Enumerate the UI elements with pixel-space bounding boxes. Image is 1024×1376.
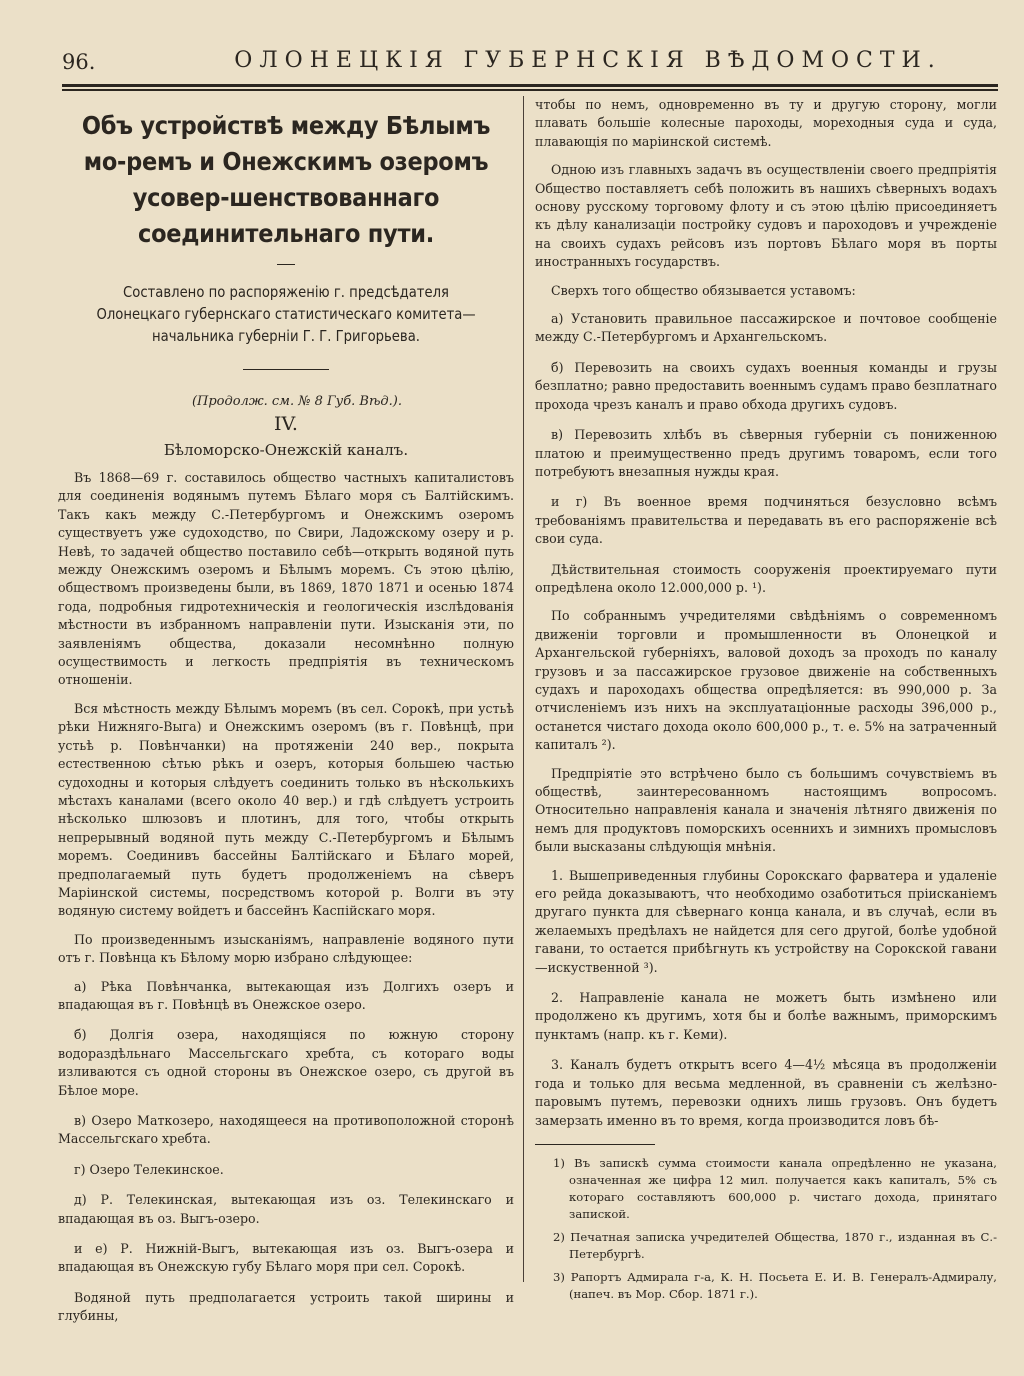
header-rule-top [62, 84, 998, 87]
list-item: 3. Каналъ будетъ открытъ всего 4—4½ мѣсяца въ продолженіи года и только для весьма медленной, въ сравненіи съ желѣзно-паровымъ путемъ, перевозки однихъ лишь грузовъ. Онъ будетъ замерзать именно въ то время, когда производится ловъ бѣ- [535, 1057, 997, 1128]
paragraph: По собраннымъ учредителями свѣдѣніямъ о современномъ движеніи торговли и промышленности въ Олонецкой и Архангельской губерніяхъ, валовой доходъ за проходъ по каналу грузовъ и за пассажирское грузовое движеніе на собственныхъ судахъ и пароходахъ общества опредѣляется: въ 990,000 р. За отчисленіемъ изъ нихъ на эксплуатаціонные расходы 396,000 р., останется чистаго дохода около 600,000 р., т. е. 5% на затраченный капиталъ ²). [535, 608, 997, 753]
continuation-note: (Продолж. см. № 8 Губ. Вѣд.). [191, 394, 402, 409]
left-column [58, 96, 514, 1336]
list-item: д) Р. Телекинская, вытекающая изъ оз. Телекинскаго и впадающая въ оз. Выгъ-озеро. [58, 1192, 514, 1226]
paragraph: По произведеннымъ изысканіямъ, направленіе водяного пути отъ г. Повѣнца къ Бѣлому морю избрано слѣдующее: [58, 931, 514, 966]
list-item: 2. Направленіе канала не можетъ быть измѣнено или продолжено къ другимъ, хотя бы и болѣе важнымъ, приморскимъ пунктамъ (напр. къ г. Кеми). [535, 990, 997, 1042]
subtitle-divider [243, 369, 329, 370]
list-item: б) Долгія озера, находящіяся по южную сторону водораздѣльнаго Массельгскаго хребта, съ котораго воды изливаются съ одной стороны въ Онежское озеро, съ другой въ Бѣлое море. [58, 1027, 514, 1098]
footnote-rule [535, 1144, 655, 1145]
paragraph: Предпріятіе это встрѣчено было съ большимъ сочувствіемъ въ обществѣ, заинтересованномъ настоящимъ вопросомъ. Относительно направленія канала и значенія лѣтняго движенія по немъ для продуктовъ поморскихъ осеннихъ и зимнихъ промысловъ были высказаны слѣдующія мнѣнія. [535, 765, 997, 855]
header-rule-bottom [62, 89, 998, 91]
list-item: б) Перевозить на своихъ судахъ военныя команды и грузы безплатно; равно предоставить военнымъ судамъ право безплатнаго прохода чрезъ каналъ и право обхода другихъ судовъ. [535, 359, 997, 412]
list-item: а) Рѣка Повѣнчанка, вытекающая изъ Долгихъ озеръ и впадающая въ г. Повѣнцѣ въ Онежское озеро. [58, 978, 514, 1012]
paragraph: Въ 1868—69 г. составилось общество частныхъ капиталистовъ для соединенія водянымъ путемъ Бѣлаго моря съ Балтійскимъ. Такъ какъ между С.-Петербургомъ и Онежскимъ озеромъ существуетъ уже судоходство, по Свири, Ладожскому озеру и р. Невѣ, то задачей общество поставило себѣ—открыть водяной путь между Онежскимъ озеромъ и Бѣлымъ моремъ. Съ этою цѣлію, обществомъ произведены были, въ 1869, 1870 1871 и осенью 1874 года, подробныя гидротехническія и геологическія изслѣдованія мѣстности въ избранномъ направленіи пути. Изысканія эти, по заявленіямъ общества, доказали несомнѣнно полную осуществимость и легкость предпріятія въ техническомъ отношеніи. [58, 470, 514, 688]
section-title: Бѣломорско-Онежскій каналъ. [163, 441, 409, 459]
title-divider [277, 264, 295, 265]
list-item: в) Перевозить хлѣбъ въ сѣверныя губерніи съ пониженною платою и преимущественно предъ другимъ товаромъ, если того потребуютъ внезапныя нужды края. [535, 427, 997, 479]
page-number: 96. [62, 50, 96, 74]
article-subtitle: Составлено по распоряженію г. предсѣдателя Олонецкаго губернскаго статистическаго комитета—начальника губерніи Г. Г. Григорьева. [96, 283, 476, 345]
list-item: а) Установить правильное пассажирское и почтовое сообщеніе между С.-Петербургомъ и Архангельскомъ. [535, 311, 997, 345]
running-title: ОЛОНЕЦКІЯ ГУБЕРНСКІЯ ВѢДОМОСТИ. [234, 48, 942, 73]
paragraph: Одною изъ главныхъ задачъ въ осуществленіи своего предпріятія Общество поставляетъ себѣ положить въ нашихъ сѣверныхъ водахъ основу русскому торговому флоту и съ этою цѣлію присоединяетъ къ дѣлу канализаціи постройку судовъ и пароходовъ и учрежденіе на своихъ судахъ рейсовъ изъ портовъ Бѣлаго моря въ порты иностранныхъ государствъ. [535, 162, 997, 270]
article-title: Объ устройствѣ между Бѣлымъ мо-ремъ и Онежскимъ озеромъ усовер-шенствованнаго соединительнаго пути. [81, 111, 491, 248]
right-column [535, 96, 997, 1309]
list-item: г) Озеро Телекинское. [74, 1161, 224, 1177]
list-item: и е) Р. Нижній-Выгъ, вытекающая изъ оз. Выгъ-озера и впадающая въ Онежскую губу Бѣлаго моря при сел. Сорокѣ. [58, 1241, 514, 1275]
list-item: и г) Въ военное время подчиняться безусловно всѣмъ требованіямъ правительства и передавать въ его распоряженіе всѣ свои суда. [535, 494, 997, 547]
paragraph: Сверхъ того общество обязывается уставомъ: [551, 282, 856, 298]
list-item: в) Озеро Маткозеро, находящееся на противоположной сторонѣ Массельгскаго хребта. [58, 1113, 514, 1147]
list-item: 1. Вышеприведенныя глубины Сорокскаго фарватера и удаленіе его рейда доказываютъ, что необходимо озаботиться пріисканіемъ другаго пункта для сѣвернаго конца канала, и въ случаѣ, если въ желаемыхъ предѣлахъ не найдется для сего другой, болѣе удобной гавани, то остается прибѣгнуть къ устройству на Сорокской гавани—искуственной ³). [535, 867, 997, 975]
page-header [58, 44, 998, 78]
paragraph: Водяной путь предполагается устроить такой ширины и глубины, [58, 1289, 514, 1324]
footnote: 1) Въ запискѣ сумма стоимости канала опредѣленно не указана, означенная же цифра 12 мил. получается какъ капиталъ, 5% съ котораго составляютъ 600,000 р. чистаго дохода, принятаго запиской. [553, 1155, 997, 1221]
footnote: 2) Печатная записка учредителей Общества, 1870 г., изданная въ С.-Петербургѣ. [553, 1229, 997, 1261]
footnote: 3) Рапортъ Адмирала г-а, К. Н. Посьета Е. И. В. Генералъ-Адмиралу, (напеч. въ Мор. Сбор. 1871 г.). [553, 1269, 997, 1301]
paragraph: чтобы по немъ, одновременно въ ту и другую сторону, могли плавать большіе колесные пароходы, мореходныя суда и суда, плавающія по маріинской системѣ. [535, 97, 997, 149]
column-divider [523, 96, 524, 1282]
paragraph: Дѣйствительная стоимость сооруженія проектируемаго пути опредѣлена около 12.000,000 р. ¹). [535, 561, 997, 595]
paragraph: Вся мѣстность между Бѣлымъ моремъ (въ сел. Сорокѣ, при устьѣ рѣки Нижняго-Выга) и Онежскимъ озеромъ (въ г. Повѣнцѣ, при устьѣ р. Повѣнчанки) на протяженіи 240 вер., покрыта естественною сѣтью рѣкъ и озеръ, которыя большею частью судоходны и которыя слѣдуетъ соединить только въ нѣсколькихъ мѣстахъ каналами (всего около 40 вер.) и гдѣ слѣдуетъ устроить нѣсколько шлюзовъ и плотинъ, для того, чтобы открыть непрерывный водяной путь между С.-Петербургомъ и Бѣлымъ моремъ. Соединивъ бассейны Балтійскаго и Бѣлаго морей, предполагаемый путь будетъ продолженіемъ на сѣверъ Маріинской системы, посредствомъ которой р. Волги въ эту водяную систему войдетъ и бассейнъ Каспійскаго моря. [58, 700, 514, 919]
section-number: IV. [274, 413, 298, 435]
